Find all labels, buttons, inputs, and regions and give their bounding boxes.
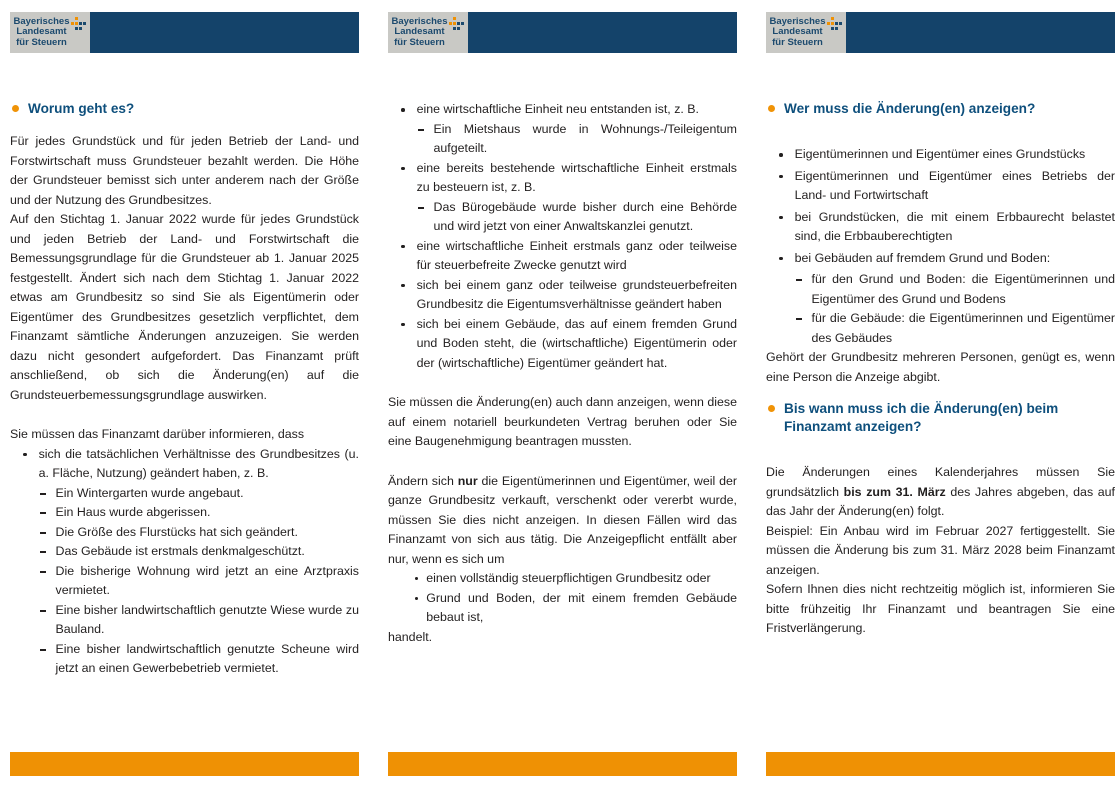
bullet-icon [401, 167, 405, 171]
header-navy-bar [846, 12, 1115, 53]
dash-icon [40, 493, 46, 495]
panel-3-header [766, 12, 1115, 53]
list-item [766, 145, 1115, 165]
paragraph: Auf den Stichtag 1. Januar 2022 wurde für jedes Grundstück und jeden Betrieb der Land- und Forstwirtschaft die Bemessungsgrundlage für die Grundsteuer ab 1. Januar 2025 festgestellt. Ändert sich nach dem Stichtag 1. Januar 2022 etwas am Grundbesitz so sind Sie als Eigentümerin oder Eigentümer des Grundbesitzes gesetzlich verpflichtet, dem Finanzamt sämtliche Änderungen anzuzeigen. Sie werden dazu nicht gesondert aufgefordert. Das Finanzamt prüft anschließend, ob sich die Änderung(en) auf die Grundsteuerbemessungsgrundlage auswirken. [10, 212, 359, 402]
paragraph: handelt. [388, 629, 433, 644]
list-item-text: sich bei einem ganz oder teilweise grundsteuerbefreiten Grundbesitz die Eigentumsverhältnisse geändert haben [416, 277, 737, 311]
paragraph-segment: die Eigentümerinnen und Eigentümer, weil der ganze Grundbesitz verkauft, verschenkt oder vererbt wurde, müssen Sie dies nicht anzeigen. In diesen Fällen wird das Finanzamt von sich aus tätig. Die Anzeigepflicht entfällt aber nur, wenn es sich um [388, 473, 737, 566]
agency-logo [388, 12, 468, 53]
spacer [766, 450, 1115, 463]
list-item [766, 270, 1115, 309]
bullet-icon [401, 284, 405, 288]
panel-1 [10, 0, 359, 790]
header-navy-bar [468, 12, 737, 53]
dash-icon [418, 207, 424, 209]
footer-orange-bar [766, 752, 1115, 776]
dash-icon [40, 571, 46, 573]
list-item [388, 100, 737, 120]
bullet-icon [415, 597, 418, 600]
list-item [388, 237, 737, 276]
list-item-text: eine wirtschaftliche Einheit neu entstanden ist, z. B. [416, 102, 699, 116]
list-item [10, 523, 359, 543]
paragraph: Sofern Ihnen dies nicht rechtzeitig möglich ist, informieren Sie bitte frühzeitig Ihr Finanzamt und beantragen Sie eine Fristverlängerung. [766, 582, 1115, 635]
list-item [388, 120, 737, 159]
list-item-text: eine wirtschaftliche Einheit erstmals ganz oder teilweise für steuerbefreite Zwecke genutzt wird [416, 238, 737, 272]
section-heading-biswann [766, 400, 1115, 436]
list-item-text: Das Gebäude ist erstmals denkmalgeschützt. [55, 544, 305, 558]
panel-3-content [766, 100, 1115, 639]
panel-2-content [388, 100, 737, 647]
list-item [10, 445, 359, 484]
dash-icon [40, 649, 46, 651]
list-item-text: Eigentümerinnen und Eigentümer eines Betriebs der Land- und Fortwirtschaft [794, 168, 1115, 202]
list-item [388, 315, 737, 374]
list-item [10, 562, 359, 601]
dash-icon [40, 551, 46, 553]
agency-logo-text [14, 17, 70, 49]
bullet-icon [401, 108, 405, 112]
list-item [10, 601, 359, 640]
panel-1-content [10, 100, 359, 679]
list-item-text: bei Gebäuden auf fremdem Grund und Boden: [794, 250, 1051, 265]
bullet-icon [779, 257, 783, 261]
heading-bullet-icon [768, 105, 775, 112]
list-item-text: Die bisherige Wohnung wird jetzt an eine Arztpraxis vermietet. [55, 563, 359, 597]
agency-logo-text [770, 17, 826, 49]
section-heading-worum [10, 100, 359, 118]
list-item-text: sich bei einem Gebäude, das auf einem fremden Grund und Boden steht, die (wirtschaftliche) Eigentümerin oder der (wirtschaftliche) Eigentümer geändert hat. [416, 316, 737, 370]
panel-3 [766, 0, 1115, 790]
dash-icon [40, 532, 46, 534]
bullet-icon [415, 577, 418, 580]
list-item-text: bei Grundstücken, die mit einem Erbbaurecht belastet sind, die Erbbauberechtigten [794, 209, 1115, 243]
bold-text: bis zum 31. März [843, 484, 946, 499]
bullet-icon [23, 453, 27, 457]
paragraph: Gehört der Grundbesitz mehreren Personen, genügt es, wenn eine Person die Anzeige abgibt. [766, 350, 1115, 384]
footer-orange-bar [10, 752, 359, 776]
list-item [10, 503, 359, 523]
list-item [10, 640, 359, 679]
list-item-text: für den Grund und Boden: die Eigentümerinnen und Eigentümer des Grund und Bodens [811, 272, 1115, 306]
list-item [388, 589, 737, 628]
spacer [766, 132, 1115, 145]
logo-line-2: Landesamt [394, 26, 445, 38]
list-item-text: Eine bisher landwirtschaftlich genutzte Scheune wird jetzt an einen Gewerbebetrieb vermietet. [55, 641, 359, 675]
paragraph: Beispiel: Ein Anbau wird im Februar 2027 fertiggestellt. Sie müssen die Änderung bis zum 31. März 2028 beim Finanzamt anzeigen. [766, 523, 1115, 577]
logo-line-1: Bayerisches [13, 15, 70, 27]
list-item [10, 542, 359, 562]
list-item [388, 276, 737, 315]
paragraph [766, 463, 1115, 522]
section-heading-wer [766, 100, 1115, 118]
dash-icon [796, 279, 802, 281]
paragraph [388, 472, 737, 570]
agency-logo [766, 12, 846, 53]
paragraph-segment: des Jahres abgeben, das auf das Jahr der Änderung(en) folgt. [766, 484, 1116, 518]
list-item [766, 208, 1115, 247]
logo-line-1: Bayerisches [769, 15, 826, 27]
list-item [388, 198, 737, 237]
logo-line-2: Landesamt [772, 26, 823, 38]
panel-1-header [10, 12, 359, 53]
header-navy-bar [90, 12, 359, 53]
list-item-text: einen vollständig steuerpflichtigen Grundbesitz oder [426, 571, 711, 585]
spacer [388, 373, 737, 393]
paragraph: Sie müssen die Änderung(en) auch dann anzeigen, wenn diese auf einem notariell beurkundeten Vertrag beruhen oder Sie eine Baugenehmigung beantragen mussten. [388, 395, 737, 448]
bullet-icon [779, 153, 783, 157]
bullet-icon [401, 245, 405, 249]
list-item [766, 309, 1115, 348]
logo-dots-icon [827, 17, 842, 34]
dash-icon [40, 512, 46, 514]
list-item-text: Ein Mietshaus wurde in Wohnungs-/Teileigentum aufgeteilt. [433, 121, 737, 155]
paragraph: Sie müssen das Finanzamt darüber informieren, dass [10, 427, 305, 441]
list-item-text: für die Gebäude: die Eigentümerinnen und Eigentümer des Gebäudes [811, 311, 1115, 345]
list-item-text: sich die tatsächlichen Verhältnisse des Grundbesitzes (u. a. Fläche, Nutzung) geändert haben, z. B. [38, 446, 359, 480]
bullet-icon [779, 175, 783, 179]
list-item-text: Eigentümerinnen und Eigentümer eines Grundstücks [794, 147, 1086, 161]
dash-icon [418, 129, 424, 131]
paragraph-segment: Ändern sich [388, 473, 458, 488]
dash-icon [40, 610, 46, 612]
list-item-text: Ein Haus wurde abgerissen. [55, 505, 211, 519]
list-item-text: Grund und Boden, der mit einem fremden Gebäude bebaut ist, [426, 590, 737, 624]
list-item-text: eine bereits bestehende wirtschaftliche Einheit erstmals zu besteuern ist, z. B. [416, 160, 737, 194]
bullet-icon [401, 323, 405, 327]
section-heading-text: Wer muss die Änderung(en) anzeigen? [784, 101, 1036, 116]
logo-line-3: für Steuern [772, 36, 823, 48]
list-item [766, 167, 1115, 206]
list-item-text: Ein Wintergarten wurde angebaut. [55, 485, 244, 500]
logo-dots-icon [449, 17, 464, 34]
dash-icon [796, 318, 802, 320]
logo-line-1: Bayerisches [391, 15, 448, 27]
logo-line-2: Landesamt [16, 26, 67, 38]
panel-2 [388, 0, 737, 790]
list-item-text: Eine bisher landwirtschaftlich genutzte Wiese wurde zu Bauland. [55, 602, 359, 636]
section-heading-text: Bis wann muss ich die Änderung(en) beim Finanzamt anzeigen? [784, 401, 1059, 434]
bullet-icon [779, 216, 783, 220]
footer-orange-bar [388, 752, 737, 776]
list-item [10, 484, 359, 504]
logo-line-3: für Steuern [394, 36, 445, 48]
logo-line-3: für Steuern [16, 36, 67, 48]
spacer [766, 387, 1115, 400]
bold-text: nur [457, 473, 478, 488]
list-item [766, 249, 1115, 269]
spacer [10, 405, 359, 425]
list-item-text: Das Bürogebäude wurde bisher durch eine Behörde und wird jetzt von einer Anwaltskanzlei genutzt. [433, 199, 737, 233]
list-item [388, 569, 737, 589]
section-heading-text: Worum geht es? [28, 101, 135, 116]
agency-logo [10, 12, 90, 53]
heading-bullet-icon [768, 405, 775, 412]
logo-dots-icon [71, 17, 86, 34]
list-item [388, 159, 737, 198]
panel-2-header [388, 12, 737, 53]
paragraph: Für jedes Grundstück und für jeden Betrieb der Land- und Forstwirtschaft muss Grundsteuer bezahlt werden. Die Höhe der Grundsteuer bemisst sich unter anderem nach der Größe und der Nutzung des Grundbesitzes. [10, 134, 359, 207]
heading-bullet-icon [12, 105, 19, 112]
paragraph-segment: Die Änderungen eines Kalenderjahres müssen Sie grundsätzlich [766, 465, 1115, 499]
list-item-text: Die Größe des Flurstücks hat sich geändert. [55, 524, 298, 539]
spacer [388, 452, 737, 472]
agency-logo-text [392, 17, 448, 49]
